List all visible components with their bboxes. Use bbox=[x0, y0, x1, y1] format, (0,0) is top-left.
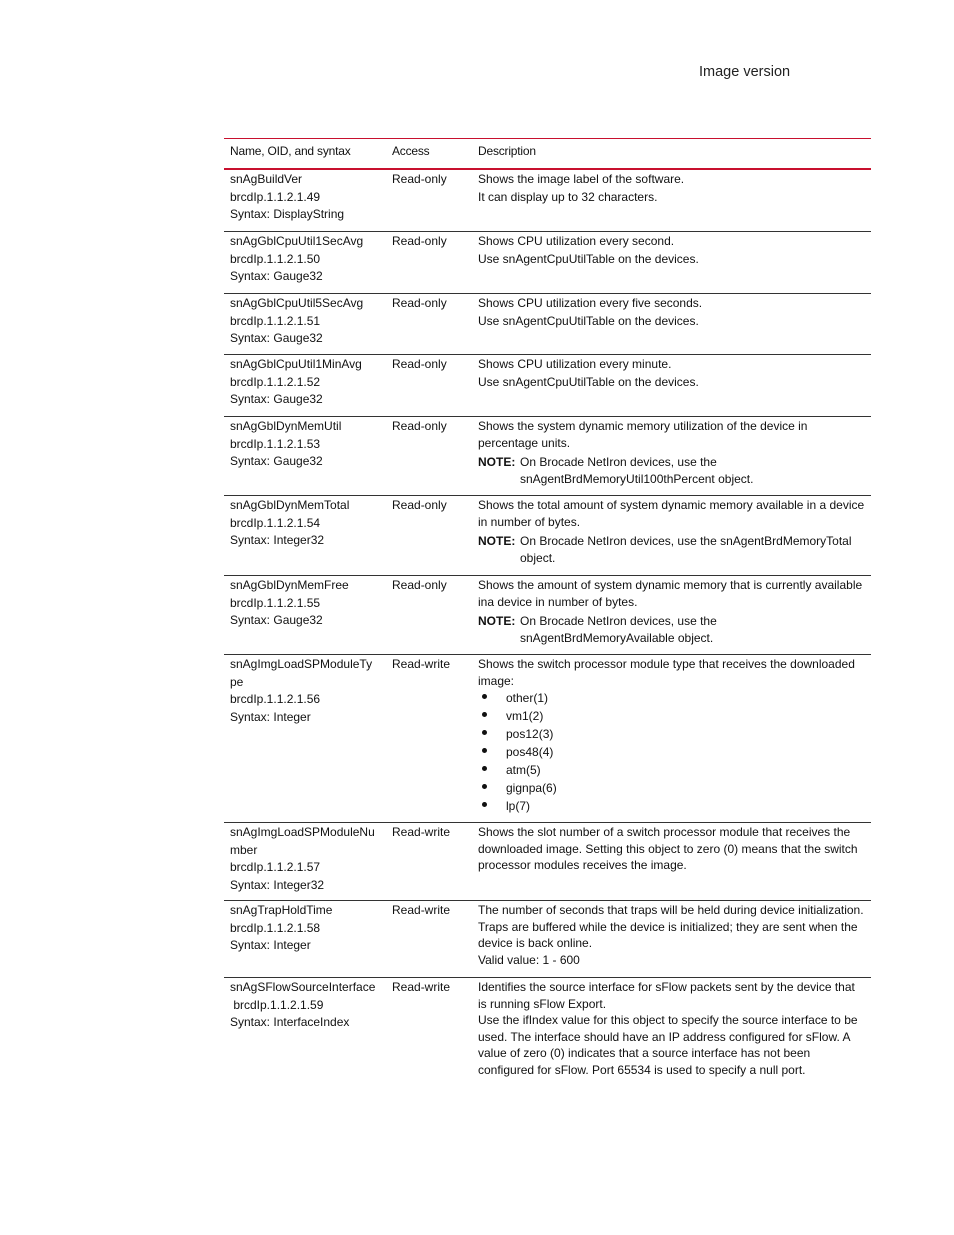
access-cell: Read-write bbox=[392, 657, 451, 671]
object-syntax: Syntax: Integer bbox=[230, 938, 311, 952]
description-line: Use snAgentCpuUtilTable on the devices. bbox=[478, 313, 699, 328]
description-cell bbox=[472, 901, 871, 977]
note-text: On Brocade NetIron devices, use the snAgentBrdMemoryUtil100thPercent object. bbox=[520, 455, 754, 486]
object-name: snAgImgLoadSPModuleTy bbox=[230, 657, 373, 671]
object-name-continued: pe bbox=[230, 674, 244, 689]
note-label: NOTE: bbox=[478, 614, 516, 628]
table-row bbox=[224, 901, 871, 978]
description-line: The number of seconds that traps will be held during device initialization. Traps are buffered while the device is initialized; they are sent when the device is back online. bbox=[478, 903, 864, 950]
object-syntax: Syntax: Integer32 bbox=[230, 877, 325, 892]
name-cell bbox=[224, 655, 386, 822]
object-oid: brcdIp.1.1.2.1.51 bbox=[230, 313, 321, 328]
name-cell bbox=[224, 978, 386, 1088]
object-syntax: Syntax: Gauge32 bbox=[230, 392, 323, 406]
description-cell bbox=[472, 823, 871, 900]
description-cell bbox=[472, 417, 871, 495]
note-text: On Brocade NetIron devices, use the snAgentBrdMemoryTotal object. bbox=[520, 534, 852, 565]
name-cell bbox=[224, 417, 386, 495]
object-syntax: Syntax: Gauge32 bbox=[230, 613, 323, 627]
object-oid: brcdIp.1.1.2.1.50 bbox=[230, 251, 321, 266]
name-cell bbox=[224, 901, 386, 977]
description-cell bbox=[472, 355, 871, 416]
column-header-name: Name, OID, and syntax bbox=[230, 144, 351, 158]
list-item: atm(5) bbox=[478, 761, 865, 779]
access-cell: Read-only bbox=[392, 357, 447, 371]
table-row bbox=[224, 170, 871, 232]
description-line: Shows the total amount of system dynamic memory available in a device in number of bytes. bbox=[478, 498, 865, 529]
list-item: pos48(4) bbox=[478, 743, 865, 761]
note-label: NOTE: bbox=[478, 534, 516, 548]
access-cell: Read-only bbox=[392, 578, 447, 592]
table-row bbox=[224, 294, 871, 355]
name-cell bbox=[224, 294, 386, 354]
description-cell bbox=[472, 294, 871, 354]
name-cell bbox=[224, 170, 386, 231]
description-line: Shows the image label of the software. bbox=[478, 172, 685, 186]
mib-object-table bbox=[224, 138, 871, 1088]
object-syntax: Syntax: InterfaceIndex bbox=[230, 1015, 350, 1029]
description-cell bbox=[472, 978, 871, 1088]
description-line: Valid value: 1 - 600 bbox=[478, 952, 580, 967]
table-row bbox=[224, 355, 871, 417]
name-cell bbox=[224, 576, 386, 654]
description-line: Shows the slot number of a switch processor module that receives the downloaded image. Setting this object to zero (0) means that the switch processor modules receives the image. bbox=[478, 825, 858, 872]
description-line: Use the ifIndex value for this object to specify the source interface to be used. The interface should have an IP address configured for sFlow. A value of zero (0) indicates that a source interface has not been configured for sFlow. Port 65534 is used to specify a null port. bbox=[478, 1013, 858, 1077]
object-oid: brcdIp.1.1.2.1.58 bbox=[230, 920, 321, 935]
table-header bbox=[224, 138, 871, 170]
table-row bbox=[224, 232, 871, 294]
object-syntax: Syntax: DisplayString bbox=[230, 207, 345, 221]
access-cell: Read-only bbox=[392, 296, 447, 310]
list-item: pos12(3) bbox=[478, 725, 865, 743]
object-syntax: Syntax: Gauge32 bbox=[230, 331, 323, 345]
note-block bbox=[478, 454, 865, 487]
name-cell bbox=[224, 823, 386, 900]
table-row bbox=[224, 576, 871, 655]
name-cell bbox=[224, 355, 386, 416]
access-cell: Read-write bbox=[392, 825, 451, 839]
list-item: gignpa(6) bbox=[478, 779, 865, 797]
page-header-title: Image version bbox=[699, 64, 791, 80]
note-text: On Brocade NetIron devices, use the snAgentBrdMemoryAvailable object. bbox=[520, 614, 717, 645]
column-header-description: Description bbox=[478, 144, 536, 158]
object-syntax: Syntax: Gauge32 bbox=[230, 454, 323, 468]
object-name: snAgBuildVer bbox=[230, 172, 303, 186]
object-name: snAgSFlowSourceInterface bbox=[230, 980, 376, 994]
object-oid: brcdIp.1.1.2.1.55 bbox=[230, 595, 321, 610]
note-label: NOTE: bbox=[478, 455, 516, 469]
note-block bbox=[478, 533, 865, 566]
note-block bbox=[478, 613, 865, 646]
bullet-list bbox=[478, 689, 865, 815]
table-row bbox=[224, 496, 871, 576]
object-name: snAgImgLoadSPModuleNu bbox=[230, 825, 375, 839]
access-cell: Read-only bbox=[392, 172, 447, 186]
object-name: snAgGblCpuUtil5SecAvg bbox=[230, 296, 364, 310]
table-row bbox=[224, 417, 871, 496]
object-oid: brcdIp.1.1.2.1.53 bbox=[230, 436, 321, 451]
description-line: Shows CPU utilization every five seconds. bbox=[478, 296, 703, 310]
description-line: Shows CPU utilization every minute. bbox=[478, 357, 672, 371]
name-cell bbox=[224, 232, 386, 293]
object-name: snAgGblDynMemTotal bbox=[230, 498, 350, 512]
description-line: It can display up to 32 characters. bbox=[478, 189, 658, 204]
description-cell bbox=[472, 232, 871, 293]
access-cell: Read-only bbox=[392, 419, 447, 433]
object-oid: brcdIp.1.1.2.1.49 bbox=[230, 189, 321, 204]
object-oid: brcdIp.1.1.2.1.57 bbox=[230, 860, 321, 874]
list-item: other(1) bbox=[478, 689, 865, 707]
description-line: Identifies the source interface for sFlow packets sent by the device that is running sFlow Export. bbox=[478, 980, 855, 1011]
object-oid: brcdIp.1.1.2.1.56 bbox=[230, 692, 321, 706]
object-oid: brcdIp.1.1.2.1.54 bbox=[230, 515, 321, 530]
object-syntax: Syntax: Integer32 bbox=[230, 533, 325, 547]
object-oid: brcdIp.1.1.2.1.52 bbox=[230, 374, 321, 389]
access-cell: Read-write bbox=[392, 903, 451, 917]
object-name: snAgTrapHoldTime bbox=[230, 903, 333, 917]
table-row bbox=[224, 655, 871, 823]
description-line: Use snAgentCpuUtilTable on the devices. bbox=[478, 251, 699, 266]
name-cell bbox=[224, 496, 386, 575]
list-item: lp(7) bbox=[478, 797, 865, 815]
object-name-continued: mber bbox=[230, 842, 258, 857]
table-row bbox=[224, 978, 871, 1088]
description-cell bbox=[472, 576, 871, 654]
access-cell: Read-only bbox=[392, 498, 447, 512]
description-line: Shows the amount of system dynamic memory that is currently available ina device in number of bytes. bbox=[478, 578, 863, 609]
description-cell bbox=[472, 655, 871, 822]
object-syntax: Syntax: Gauge32 bbox=[230, 269, 323, 283]
column-header-access: Access bbox=[392, 144, 430, 158]
object-oid: brcdIp.1.1.2.1.59 bbox=[230, 997, 324, 1012]
access-cell: Read-only bbox=[392, 234, 447, 248]
object-name: snAgGblDynMemUtil bbox=[230, 419, 342, 433]
description-cell bbox=[472, 496, 871, 575]
table-row bbox=[224, 823, 871, 901]
list-item: vm1(2) bbox=[478, 707, 865, 725]
object-syntax: Syntax: Integer bbox=[230, 709, 311, 724]
object-name: snAgGblCpuUtil1MinAvg bbox=[230, 357, 362, 371]
object-name: snAgGblDynMemFree bbox=[230, 578, 349, 592]
access-cell: Read-write bbox=[392, 980, 451, 994]
description-line: Shows CPU utilization every second. bbox=[478, 234, 675, 248]
description-line: Use snAgentCpuUtilTable on the devices. bbox=[478, 374, 699, 389]
description-line: Shows the switch processor module type that receives the downloaded image: bbox=[478, 657, 855, 688]
object-name: snAgGblCpuUtil1SecAvg bbox=[230, 234, 364, 248]
description-cell bbox=[472, 170, 871, 231]
description-line: Shows the system dynamic memory utilization of the device in percentage units. bbox=[478, 419, 808, 450]
